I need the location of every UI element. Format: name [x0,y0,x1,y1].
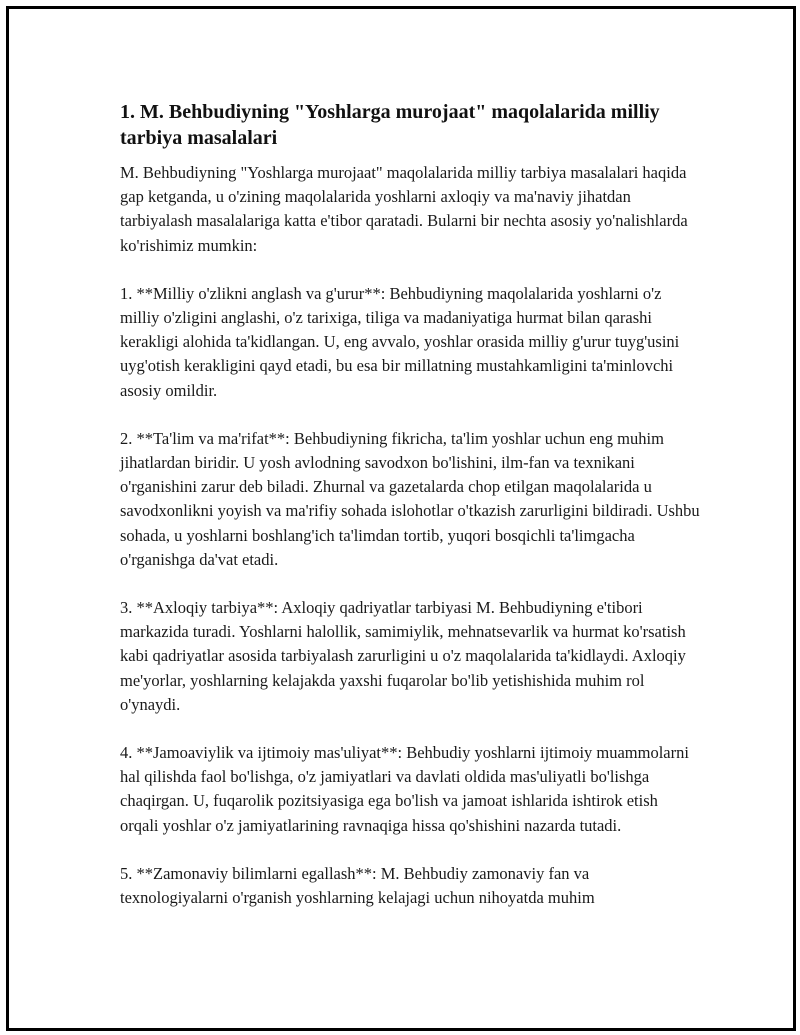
point-paragraph-4: 4. **Jamoaviylik va ijtimoiy mas'uliyat**: Behbudiy yoshlarni ijtimoiy muammolarni hal qilishda faol bo'lishga, o'z jamiyatlari va davlati oldida mas'uliyatli bo'lishga chaqirgan. U, fuqarolik pozitsiyasiga ega bo'lish va jamoat ishlarida ishtirok etish orqali yoshlar o'z jamiyatlarining ravnaqiga hissa qo'shishini nazarda tutadi. [120,743,689,835]
page-frame [6,6,796,1031]
point-paragraph-2: 2. **Ta'lim va ma'rifat**: Behbudiyning fikricha, ta'lim yoshlar uchun eng muhim jihatlardan biridir. U yosh avlodning savodxon bo'lishini, ilm-fan va texnikani o'rganishini zarur deb biladi. Zhurnal va gazetalarda chop etilgan maqolalarida u savodxonlikni yoyish va ma'rifiy sohada islohotlar o'tkazish zarurligini bildiradi. Ushbu sohada, u yoshlarni boshlang'ich ta'limdan tortib, yuqori bosqichli ta'limgacha o'rganishga da'vat etadi. [120,428,700,569]
point-paragraph-3: 3. **Axloqiy tarbiya**: Axloqiy qadriyatlar tarbiyasi M. Behbudiyning e'tibori markazida turadi. Yoshlarni halollik, samimiylik, mehnatsevarlik va hurmat ko'rsatish kabi qadriyatlar asosida tarbiyalash zarurligini u o'z maqolalarida ta'kidlaydi. Axloqiy me'yorlar, yoshlarning kelajakda yaxshi fuqarolar bo'lib yetishishida muhim rol o'ynaydi. [120,598,686,714]
document-body [120,99,700,910]
point-paragraph-1: 1. **Milliy o'zlikni anglash va g'urur**: Behbudiyning maqolalarida yoshlarni o'z milliy o'zligini anglashi, o'z tarixiga, tiliga va madaniyatiga hurmat bilan qarashi kerakligi alohida ta'kidlangan. U, eng avvalo, yoshlar orasida milliy g'urur tuyg'usini uyg'otish kerakligini qayd etadi, bu esa bir millatning mustahkamligini ta'minlovchi asosiy omildir. [120,283,680,400]
document-title: 1. M. Behbudiyning "Yoshlarga murojaat" maqolalarida milliy tarbiya masalalari [120,101,660,149]
intro-paragraph: M. Behbudiyning "Yoshlarga murojaat" maqolalarida milliy tarbiya masalalari haqida gap ketganda, u o'zining maqolalarida yoshlarni axloqiy va ma'naviy jihatdan tarbiyalash masalalariga katta e'tibor qaratadi. Bularni bir nechta asosiy yo'nalishlarda ko'rishimiz mumkin: [120,163,688,255]
point-paragraph-5: 5. **Zamonaviy bilimlarni egallash**: M. Behbudiy zamonaviy fan va texnologiyalarni o'rganish yoshlarning kelajagi uchun nihoyatda muhim [120,863,595,908]
